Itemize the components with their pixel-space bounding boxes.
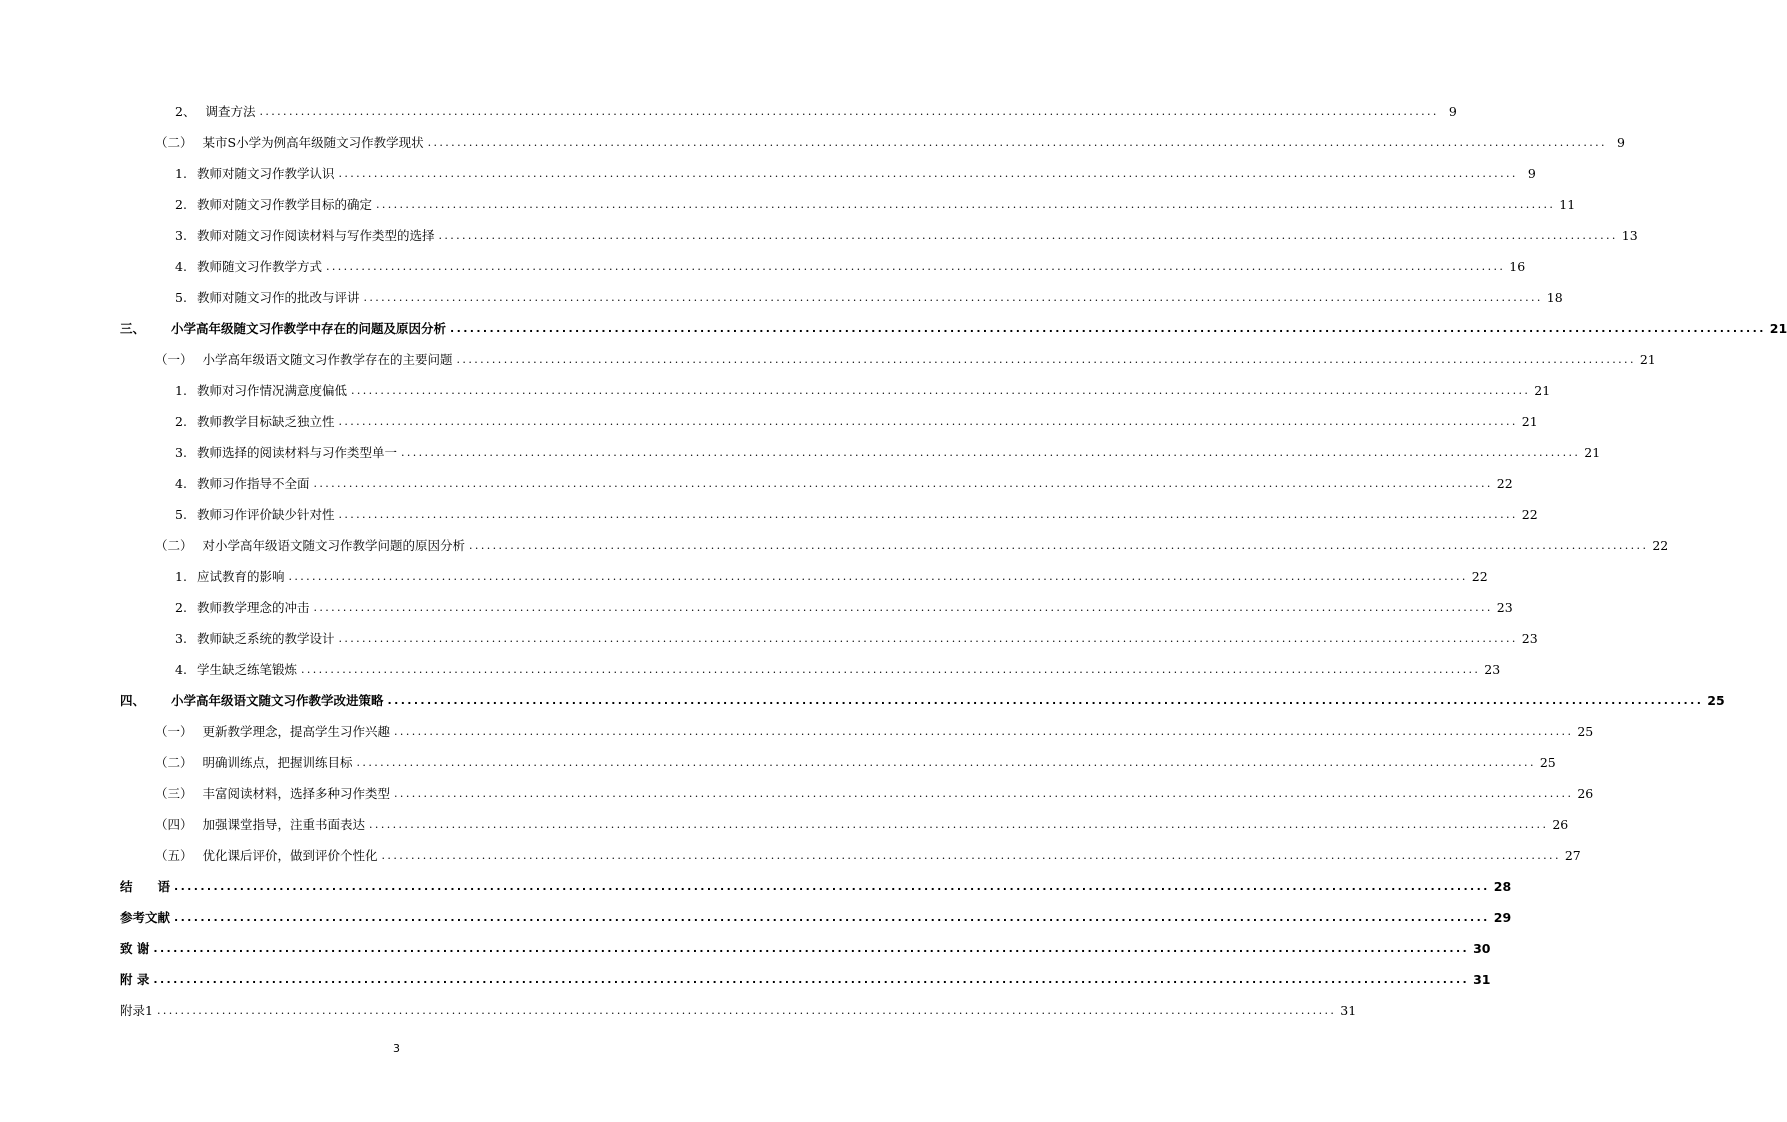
toc-entry[interactable] (155, 784, 1594, 804)
toc-entry-page: 29 (1493, 910, 1512, 925)
toc-entry-page: 31 (1340, 1003, 1357, 1018)
toc-entry[interactable] (120, 908, 1512, 928)
toc-entry-number: 1. (175, 383, 187, 398)
toc-entry-page: 25 (1707, 693, 1725, 708)
toc-entry[interactable] (175, 381, 1551, 401)
toc-entry-title: 明确训练点，把握训练目标 (202, 755, 353, 770)
toc-entry-page: 21 (1584, 445, 1601, 460)
toc-entry-title: 对小学高年级语文随文习作教学问题的原因分析 (202, 538, 466, 553)
toc-entry-title: 小学高年级语文随文习作教学存在的主要问题 (202, 352, 453, 367)
toc-entry[interactable] (120, 970, 1491, 990)
toc-entry-number: 4. (175, 476, 187, 491)
toc-dot-leader: ........................................................................................................................................................................................................ (313, 477, 1493, 490)
toc-entry[interactable] (175, 257, 1526, 277)
toc-entry-page: 21 (1521, 414, 1538, 429)
toc-entry-page: 11 (1559, 197, 1576, 212)
toc-entry[interactable] (120, 939, 1491, 959)
toc-entry-title: 学生缺乏练笔锻炼 (196, 662, 297, 677)
toc-entry-number: 3. (175, 631, 187, 646)
toc-entry[interactable] (175, 567, 1488, 587)
toc-entry-page: 26 (1552, 817, 1569, 832)
toc-entry-number: 四、 (120, 693, 146, 708)
toc-entry-page: 27 (1564, 848, 1581, 863)
toc-entry[interactable] (120, 319, 1787, 339)
toc-entry-title: 应试教育的影响 (196, 569, 285, 584)
toc-dot-leader: ........................................................................................................................................................................................................ (288, 570, 1468, 583)
toc-entry[interactable] (175, 288, 1563, 308)
toc-entry[interactable] (175, 660, 1501, 680)
toc-entry[interactable] (175, 598, 1513, 618)
toc-entry-page: 23 (1521, 631, 1538, 646)
toc-entry-title: 教师习作指导不全面 (196, 476, 310, 491)
toc-entry-page: 26 (1577, 786, 1594, 801)
toc-entry-title: 教师习作评价缺少针对性 (196, 507, 335, 522)
toc-entry-page: 16 (1509, 259, 1526, 274)
toc-entry[interactable] (120, 877, 1512, 897)
page-number: 3 (393, 1042, 400, 1055)
toc-entry-title: 附录1 (120, 1003, 153, 1018)
toc-entry-title: 小学高年级随文习作教学中存在的问题及原因分析 (171, 321, 447, 336)
toc-entry[interactable] (155, 536, 1669, 556)
toc-entry[interactable] (120, 691, 1725, 711)
toc-entry-page: 9 (1527, 166, 1536, 181)
toc-dot-leader: ........................................................................................................................................................................................................ (313, 601, 1493, 614)
toc-entry[interactable] (175, 164, 1536, 184)
toc-entry-title: 教师对随文习作的批改与评讲 (196, 290, 360, 305)
toc-dot-leader: ........................................................................................................................................................................................................ (438, 229, 1618, 242)
toc-entry-page: 21 (1639, 352, 1656, 367)
toc-entry-title: 教师对习作情况满意度偏低 (196, 383, 347, 398)
toc-dot-leader: ........................................................................................................................................................................................................ (363, 291, 1543, 304)
toc-entry-page: 9 (1616, 135, 1625, 150)
toc-entry-number: 1. (175, 569, 187, 584)
toc-entry-number: 3. (175, 445, 187, 460)
toc-entry-page: 25 (1577, 724, 1594, 739)
toc-entry-title: 调查方法 (205, 104, 256, 119)
toc-entry-page: 31 (1473, 972, 1491, 987)
toc-entry[interactable] (155, 753, 1556, 773)
toc-entry[interactable] (155, 846, 1581, 866)
toc-dot-leader: ........................................................................................................................................................................................................ (300, 663, 1481, 676)
toc-entry[interactable] (155, 722, 1594, 742)
toc-dot-leader: ........................................................................................................................................................................................................ (338, 632, 1518, 645)
toc-dot-leader: ........................................................................................................................................................................................................ (387, 694, 1704, 707)
toc-dot-leader: ........................................................................................................................................................................................................ (456, 353, 1636, 366)
toc-entry-title: 教师对随文习作教学认识 (196, 166, 335, 181)
toc-entry-page: 22 (1652, 538, 1669, 553)
toc-entry-number: （二） (155, 538, 193, 553)
toc-dot-leader: ........................................................................................................................................................................................................ (469, 539, 1649, 552)
toc-entry-title: 结 语 (120, 879, 171, 894)
toc-entry-number: 2. (175, 600, 187, 615)
toc-entry-page: 30 (1473, 941, 1491, 956)
toc-entry-number: 5. (175, 507, 187, 522)
toc-entry-number: （一） (155, 724, 193, 739)
toc-entry-title: 更新教学理念，提高学生习作兴趣 (202, 724, 391, 739)
toc-entry-number: 4. (175, 259, 187, 274)
toc-dot-leader: ........................................................................................................................................................................................................ (338, 415, 1518, 428)
toc-entry-page: 13 (1621, 228, 1638, 243)
toc-entry-number: 2. (175, 197, 187, 212)
toc-entry-page: 21 (1534, 383, 1551, 398)
toc-dot-leader: ........................................................................................................................................................................................................ (400, 446, 1581, 459)
toc-entry-page: 25 (1539, 755, 1556, 770)
toc-entry[interactable] (120, 1001, 1357, 1021)
toc-entry-page: 22 (1496, 476, 1513, 491)
toc-entry[interactable] (155, 133, 1625, 153)
toc-entry-number: 5. (175, 290, 187, 305)
toc-dot-leader: ........................................................................................................................................................................................................ (394, 725, 1574, 738)
toc-entry-title: 教师对随文习作阅读材料与写作类型的选择 (196, 228, 435, 243)
toc-dot-leader: ........................................................................................................................................................................................................ (174, 880, 1490, 893)
toc-entry-number: 3. (175, 228, 187, 243)
toc-entry-number: 2、 (175, 104, 196, 119)
toc-dot-leader: ........................................................................................................................................................................................................ (450, 322, 1766, 335)
toc-dot-leader: ........................................................................................................................................................................................................ (153, 942, 1470, 955)
toc-dot-leader: ........................................................................................................................................................................................................ (381, 849, 1561, 862)
toc-entry-title: 教师对随文习作教学目标的确定 (196, 197, 372, 212)
toc-dot-leader: ........................................................................................................................................................................................................ (350, 384, 1531, 397)
toc-dot-leader: ........................................................................................................................................................................................................ (338, 167, 1518, 180)
toc-entry-page: 22 (1471, 569, 1488, 584)
toc-entry[interactable] (175, 102, 1457, 122)
toc-entry-page: 21 (1769, 321, 1787, 336)
toc-entry-number: （二） (155, 135, 193, 150)
toc-dot-leader: ........................................................................................................................................................................................................ (369, 818, 1549, 831)
toc-entry-title: 教师教学理念的冲击 (196, 600, 310, 615)
toc-entry-page: 9 (1448, 104, 1457, 119)
toc-dot-leader: ........................................................................................................................................................................................................ (153, 973, 1470, 986)
toc-entry-page: 23 (1484, 662, 1501, 677)
toc-entry-number: 三、 (120, 321, 146, 336)
toc-entry-title: 附 录 (120, 972, 150, 987)
toc-entry-number: （四） (155, 817, 193, 832)
toc-entry-number: 1. (175, 166, 187, 181)
toc-entry-page: 23 (1496, 600, 1513, 615)
toc-entry-title: 优化课后评价，做到评价个性化 (202, 848, 378, 863)
toc-entry-title: 某市S小学为例高年级随文习作教学现状 (202, 135, 424, 150)
toc-dot-leader: ........................................................................................................................................................................................................ (375, 198, 1556, 211)
toc-entry-title: 小学高年级语文随文习作教学改进策略 (171, 693, 384, 708)
toc-entry-title: 教师教学目标缺乏独立性 (196, 414, 335, 429)
toc-dot-leader: ........................................................................................................................................................................................................ (356, 756, 1536, 769)
toc-dot-leader: ........................................................................................................................................................................................................ (156, 1004, 1337, 1017)
toc-entry-page: 22 (1521, 507, 1538, 522)
toc-entry-number: （二） (155, 755, 193, 770)
toc-dot-leader: ........................................................................................................................................................................................................ (338, 508, 1518, 521)
toc-dot-leader: ........................................................................................................................................................................................................ (427, 136, 1607, 149)
toc-entry[interactable] (155, 815, 1569, 835)
toc-entry-title: 加强课堂指导，注重书面表达 (202, 817, 366, 832)
toc-entry-title: 教师缺乏系统的教学设计 (196, 631, 335, 646)
toc-dot-leader: ........................................................................................................................................................................................................ (259, 105, 1439, 118)
toc-entry-title: 参考文献 (120, 910, 171, 925)
toc-entry-page: 18 (1546, 290, 1563, 305)
toc-entry[interactable] (175, 505, 1538, 525)
toc-entry-number: （五） (155, 848, 193, 863)
toc-entry[interactable] (175, 443, 1601, 463)
toc-entry[interactable] (175, 474, 1513, 494)
toc-entry-number: 2. (175, 414, 187, 429)
toc-entry-title: 丰富阅读材料，选择多种习作类型 (202, 786, 391, 801)
toc-entry[interactable] (155, 350, 1656, 370)
toc-entry-number: 4. (175, 662, 187, 677)
toc-dot-leader: ........................................................................................................................................................................................................ (325, 260, 1506, 273)
toc-entry[interactable] (175, 226, 1638, 246)
toc-dot-leader: ........................................................................................................................................................................................................ (174, 911, 1490, 924)
toc-entry-title: 教师随文习作教学方式 (196, 259, 322, 274)
toc-entry-title: 教师选择的阅读材料与习作类型单一 (196, 445, 397, 460)
toc-entry[interactable] (175, 629, 1538, 649)
toc-dot-leader: ........................................................................................................................................................................................................ (394, 787, 1574, 800)
toc-entry-number: （三） (155, 786, 193, 801)
toc-entry-page: 28 (1493, 879, 1512, 894)
toc-entry-title: 致 谢 (120, 941, 150, 956)
toc-entry[interactable] (175, 412, 1538, 432)
toc-entry-number: （一） (155, 352, 193, 367)
toc-entry[interactable] (175, 195, 1576, 215)
